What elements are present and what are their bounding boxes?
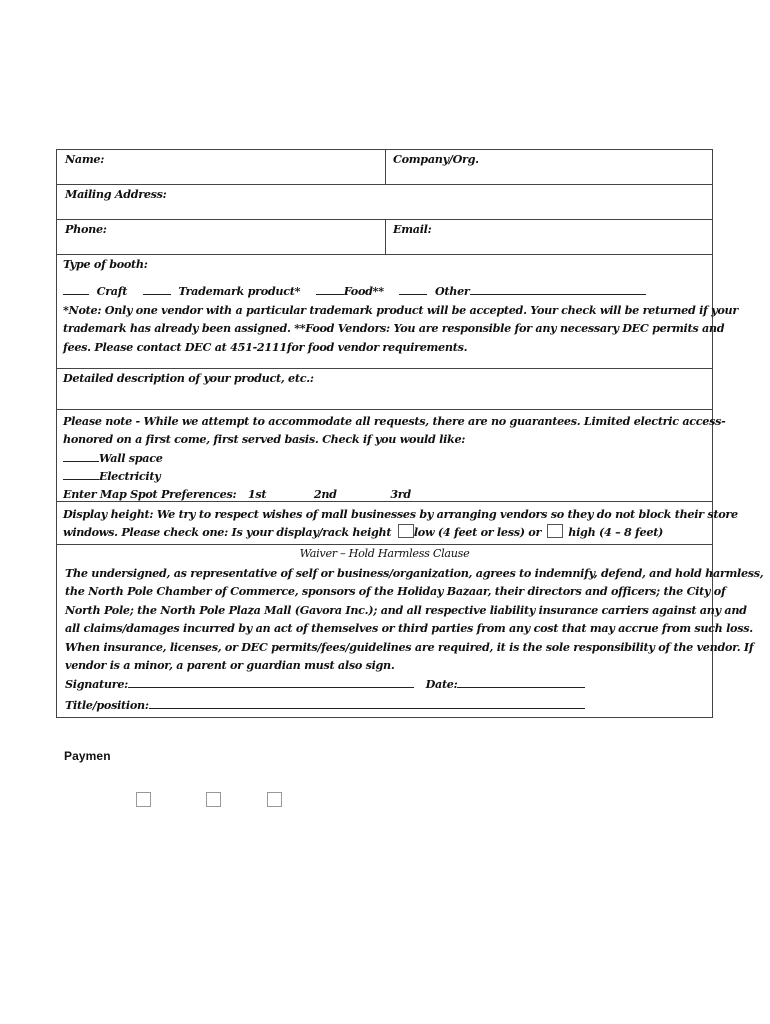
column-divider bbox=[385, 219, 386, 254]
date-field[interactable] bbox=[457, 676, 585, 688]
column-divider bbox=[385, 150, 386, 184]
note-line-3: fees. Please contact DEC at 451-2111for food vendor requirements. bbox=[63, 340, 468, 354]
display-height-line-2 bbox=[63, 523, 663, 541]
wall-space-option bbox=[63, 449, 163, 467]
display-high-label: high (4 – 8 feet) bbox=[568, 525, 664, 539]
vendor-application-form bbox=[56, 149, 764, 718]
phone-label: Phone: bbox=[65, 222, 107, 236]
craft-blank[interactable] bbox=[63, 283, 89, 295]
please-note-line-2: honored on a first come, first served basis. Check if you would like: bbox=[63, 432, 466, 446]
booth-food-label: Food** bbox=[343, 284, 384, 298]
waiver-line-6: vendor is a minor, a parent or guardian must also sign. bbox=[65, 658, 395, 672]
waiver-line-4: all claims/damages incurred by an act of themselves or third parties from any cost that may accrue from such loss. bbox=[65, 621, 753, 635]
map-preferences-label: Enter Map Spot Preferences: bbox=[63, 487, 237, 501]
map-1st[interactable]: 1st bbox=[247, 487, 267, 501]
note-line-1: *Note: Only one vendor with a particular trademark product will be accepted. Your check will be returned if your bbox=[63, 303, 738, 317]
email-label: Email: bbox=[393, 222, 432, 236]
map-preferences bbox=[63, 485, 411, 503]
map-2nd[interactable]: 2nd bbox=[313, 487, 337, 501]
note-line-2: trademark has already been assigned. **Food Vendors: You are responsible for any necessary DEC permits and bbox=[63, 321, 725, 335]
title-position-line bbox=[65, 696, 585, 714]
display-height-question: windows. Please check one: Is your display/rack height bbox=[63, 525, 392, 539]
payment-checkbox-3[interactable] bbox=[267, 792, 282, 807]
please-note-line-1: Please note - While we attempt to accommodate all requests, there are no guarantees. Limited electric access- bbox=[63, 414, 726, 428]
high-checkbox[interactable] bbox=[547, 524, 563, 538]
company-label: Company/Org. bbox=[393, 152, 479, 166]
title-position-label: Title/position: bbox=[65, 698, 149, 712]
date-label: Date: bbox=[425, 677, 458, 691]
signature-label: Signature: bbox=[65, 677, 128, 691]
name-label: Name: bbox=[65, 152, 105, 166]
payment-checkbox-1[interactable] bbox=[136, 792, 151, 807]
waiver-line-1: The undersigned, as representative of self or business/organization, agrees to indemnify, defend, and hold harmless, bbox=[65, 566, 764, 580]
display-height-line-1: Display height: We try to respect wishes of mall businesses by arranging vendors so they do not block their store bbox=[63, 507, 738, 521]
payment-checkbox-2[interactable] bbox=[206, 792, 221, 807]
signature-field[interactable] bbox=[128, 676, 414, 688]
booth-other-label: Other bbox=[434, 284, 470, 298]
display-low-label: low (4 feet or less) or bbox=[413, 525, 542, 539]
waiver-line-3: North Pole; the North Pole Plaza Mall (Gavora Inc.); and all respective liability insurance carriers against any and bbox=[65, 603, 747, 617]
row-divider bbox=[57, 254, 712, 255]
description-label: Detailed description of your product, etc.: bbox=[63, 371, 314, 385]
electricity-label: Electricity bbox=[99, 469, 161, 483]
waiver-line-5: When insurance, licenses, or DEC permits/fees/guidelines are required, it is the sole responsibility of the vendor. If bbox=[65, 640, 754, 654]
map-3rd[interactable]: 3rd bbox=[390, 487, 411, 501]
title-position-field[interactable] bbox=[149, 697, 585, 709]
row-divider bbox=[57, 409, 712, 410]
wall-space-label: Wall space bbox=[99, 451, 163, 465]
electricity-blank[interactable] bbox=[63, 468, 99, 480]
wall-space-blank[interactable] bbox=[63, 450, 99, 462]
waiver-title: Waiver – Hold Harmless Clause bbox=[299, 547, 470, 560]
other-blank[interactable] bbox=[399, 283, 427, 295]
low-checkbox[interactable] bbox=[398, 524, 414, 538]
booth-type-label: Type of booth: bbox=[63, 257, 148, 271]
payment-heading: Paymen bbox=[64, 749, 111, 763]
booth-craft-label: Craft bbox=[96, 284, 128, 298]
booth-trademark-label: Trademark product* bbox=[178, 284, 301, 298]
mailing-address-label: Mailing Address: bbox=[65, 187, 167, 201]
trademark-blank[interactable] bbox=[143, 283, 171, 295]
signature-line bbox=[65, 675, 585, 693]
electricity-option bbox=[63, 467, 160, 485]
waiver-line-2: the North Pole Chamber of Commerce, sponsors of the Holiday Bazaar, their directors and officers; the City of bbox=[65, 584, 726, 598]
booth-options-line bbox=[63, 282, 646, 300]
other-text-blank[interactable] bbox=[470, 283, 646, 295]
food-blank[interactable] bbox=[316, 283, 344, 295]
